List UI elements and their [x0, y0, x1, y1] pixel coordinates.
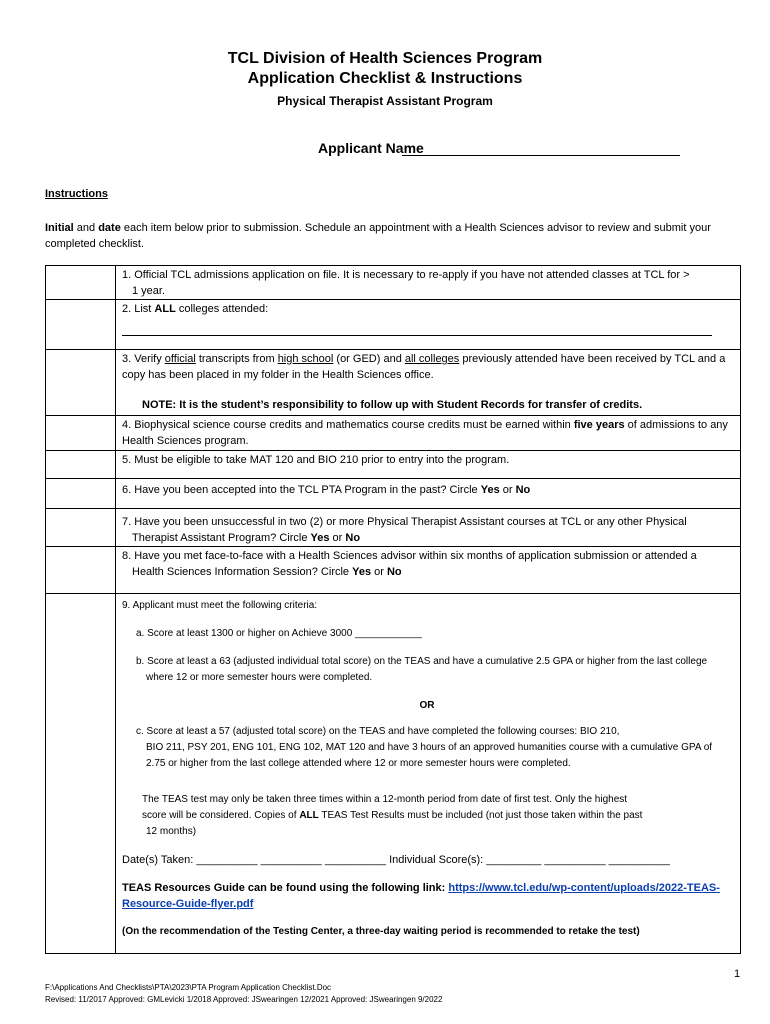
no-option[interactable]: No [515, 484, 531, 496]
no-option[interactable]: No [386, 566, 402, 578]
initial-date-cell[interactable] [46, 300, 116, 350]
item-1: 1. Official TCL admissions application on file. It is necessary to re-apply if you have not attended classes at TCL for > 1 year. [116, 266, 741, 300]
applicant-name-field[interactable] [402, 155, 680, 156]
instructions-text: Initial and date each item below prior to submission. Schedule an appointment with a Health Sciences advisor to review and submit your completed checklist. [45, 222, 711, 250]
yes-option[interactable]: Yes [310, 532, 330, 544]
initial-date-cell[interactable] [46, 416, 116, 451]
initial-date-cell[interactable] [46, 594, 116, 954]
yes-option[interactable]: Yes [352, 566, 372, 578]
item-6: 6. Have you been accepted into the TCL PTA Program in the past? Circle Yes or No [116, 479, 741, 509]
yes-option[interactable]: Yes [480, 484, 500, 496]
item-4: 4. Biophysical science course credits and mathematics course credits must be earned within five years of admissions to any Health Sciences program. [116, 416, 741, 451]
colleges-line[interactable] [122, 325, 712, 336]
checklist-table [45, 265, 741, 954]
transcript-note: NOTE: It is the student’s responsibility to follow up with Student Records for transfer of credits. [142, 399, 643, 411]
item-9: 9. Applicant must meet the following criteria: a. Score at least 1300 or higher on Achieve 3000 ____________ b. Score at least a 63 (adjusted individual total score) on the TEAS and have a cumulative 2.5 GPA or higher from the last college where 12 or more semester hours were completed. OR c. Score at least a 57 (adjusted total score) on the TEAS and have completed the following courses: BIO 210, BIO 211, PSY 201, ENG 101, ENG 102, MAT 120 and have 3 hours of an approved humanities course with a cumulative GPA of 2.75 or higher from the last college attended where 12 or more semester hours were completed. The TEAS test may only be taken three times within a 12-month period from date of first test. Only the highest score will be considered. Copies of ALL TEAS Test Results must be included (not just those taken within the past 12 months) Date(s) Taken: __________ __________ __________ Individual Score(s): _________ __________ __________ TEAS Resources Guide can be found using the following link: https://www.tcl.edu/wp-content/uploads/2022-TEAS-Resource-Guide-flyer.pdf (On the recommendation of the Testing Center, a three-day waiting period is recommended to retake the test) [116, 594, 741, 954]
initial-date-cell[interactable] [46, 547, 116, 594]
item-8: 8. Have you met face-to-face with a Health Sciences advisor within six months of application submission or attended a Health Sciences Information Session? Circle Yes or No [116, 547, 741, 594]
initial-date-cell[interactable] [46, 479, 116, 509]
document-footer: F:\Applications And Checklists\PTA\2023\PTA Program Application Checklist.Doc Revised: 11/2017 Approved: GMLevicki 1/2018 Approved: JSwearingen 12/2021 Approved: JSwearingen 9/2022 [45, 983, 443, 1004]
initial-date-cell[interactable] [46, 350, 116, 416]
applicant-name-label: Applicant Name [318, 140, 424, 156]
item-7: 7. Have you been unsuccessful in two (2) or more Physical Therapist Assistant courses at TCL or any other Physical Therapist Assistant Program? Circle Yes or No [116, 509, 741, 547]
item-2: 2. List ALL colleges attended: [116, 300, 741, 350]
or-separator: OR [419, 700, 435, 711]
retake-note: (On the recommendation of the Testing Center, a three-day waiting period is recommended to retake the test) [122, 926, 640, 937]
program-name: Physical Therapist Assistant Program [277, 94, 493, 108]
doc-title: TCL Division of Health Sciences Program [227, 50, 543, 67]
initial-date-cell[interactable] [46, 266, 116, 300]
item-3: 3. Verify official transcripts from high school (or GED) and all colleges previously attended have been received by TCL and a copy has been placed in my folder in the Health Sciences office. NOTE: It is the student’s responsibility to follow up with Student Records for transfer of credits. [116, 350, 741, 416]
teas-guide-link[interactable]: https://www.tcl.edu/wp-content/uploads/2022-TEAS-Resource-Guide-flyer.pdf [122, 882, 720, 910]
no-option[interactable]: No [345, 532, 361, 544]
initial-date-cell[interactable] [46, 451, 116, 479]
initial-date-cell[interactable] [46, 509, 116, 547]
dates-scores-line[interactable]: Date(s) Taken: __________ __________ __________ Individual Score(s): _________ __________ __________ [122, 854, 670, 866]
item-5: 5. Must be eligible to take MAT 120 and BIO 210 prior to entry into the program. [116, 451, 741, 479]
doc-subtitle: Application Checklist & Instructions [247, 70, 523, 87]
page-number: 1 [734, 968, 741, 980]
instructions-heading: Instructions [45, 188, 108, 200]
